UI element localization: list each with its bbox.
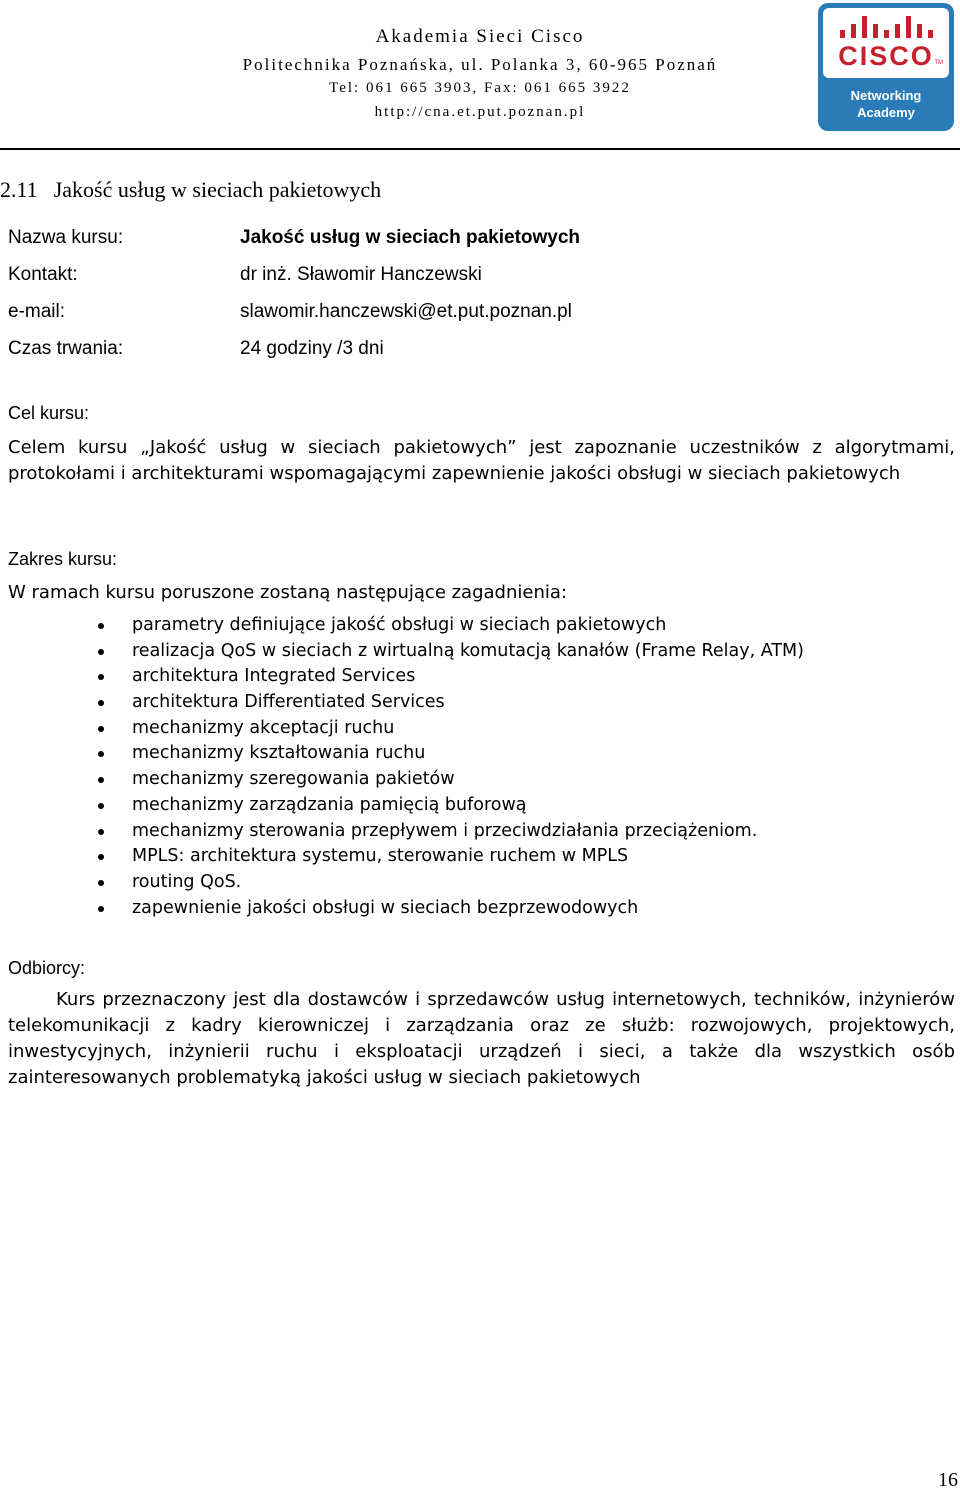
goal-heading: Cel kursu: — [8, 403, 90, 423]
list-item: zapewnienie jakości obsługi w sieciach bezprzewodowych — [98, 896, 804, 922]
list-item: architektura Differentiated Services — [98, 690, 804, 716]
list-item: mechanizmy akceptacji ruchu — [98, 716, 804, 742]
scope-intro: W ramach kursu poruszone zostaną następujące zagadnienia: — [8, 582, 567, 603]
logo-trademark: TM — [934, 60, 943, 66]
logo-cisco-panel — [823, 8, 949, 78]
header-academy-name: Akademia Sieci Cisco — [375, 26, 585, 47]
header-phone-fax: Tel: 061 665 3903, Fax: 061 665 3922 — [329, 80, 631, 96]
duration-value: 24 godziny /3 dni — [240, 338, 384, 359]
header-divider — [0, 148, 960, 150]
list-item: realizacja QoS w sieciach z wirtualną komutacją kanałów (Frame Relay, ATM) — [98, 639, 804, 665]
list-item: mechanizmy zarządzania pamięcią buforową — [98, 793, 804, 819]
course-name-value: Jakość usług w sieciach pakietowych — [240, 227, 581, 248]
email-label: e-mail: — [8, 301, 66, 322]
email-value: slawomir.hanczewski@et.put.poznan.pl — [240, 301, 572, 322]
logo-academy-text — [818, 87, 954, 121]
section-title-text: Jakość usług w sieciach pakietowych — [53, 177, 382, 202]
cisco-networking-academy-logo — [818, 3, 954, 131]
contact-value: dr inż. Sławomir Hanczewski — [240, 264, 482, 285]
list-item: mechanizmy szeregowania pakietów — [98, 767, 804, 793]
header-address: Politechnika Poznańska, ul. Polanka 3, 60-965 Poznań — [242, 55, 718, 74]
header-website: http://cna.et.put.poznan.pl — [374, 104, 586, 120]
list-item: mechanizmy kształtowania ruchu — [98, 741, 804, 767]
list-item: MPLS: architektura systemu, sterowanie ruchem w MPLS — [98, 844, 804, 870]
audience-heading: Odbiorcy: — [8, 958, 86, 978]
audience-text: Kurs przeznaczony jest dla dostawców i sprzedawców usług internetowych, techników, inżynierów telekomunikacji z kadry kierowniczej i zarządzania oraz ze służb: rozwojowych, projektowych, inwestycyjnych, inżynierii ruchu i eksploatacji urządzeń i sieci, a także dla wszystkich osób zainteresowanych problematyką jakości usług w sieciach pakietowych — [8, 989, 955, 1088]
section-number: 2.11 — [0, 177, 38, 202]
duration-label: Czas trwania: — [8, 338, 124, 359]
list-item: mechanizmy sterowania przepływem i przeciwdziałania przeciążeniom. — [98, 819, 804, 845]
scope-heading: Zakres kursu: — [8, 549, 118, 569]
list-item: routing QoS. — [98, 870, 804, 896]
logo-line-academy: Academy — [857, 105, 915, 120]
list-item: architektura Integrated Services — [98, 664, 804, 690]
list-item: parametry definiujące jakość obsługi w sieciach pakietowych — [98, 613, 804, 639]
contact-label: Kontakt: — [8, 264, 78, 285]
logo-wordmark: CISCO — [838, 41, 934, 71]
cisco-bars-icon — [840, 16, 934, 38]
page-number: 16 — [938, 1469, 958, 1491]
section-title — [0, 177, 381, 203]
goal-text: Celem kursu „Jakość usług w sieciach pakietowych” jest zapoznanie uczestników z algorytmami, protokołami i architekturami wspomagającymi zapewnienie jakości obsługi w sieciach pakietowych — [8, 437, 955, 484]
course-name-label: Nazwa kursu: — [8, 227, 124, 248]
scope-list — [98, 613, 804, 921]
logo-line-networking: Networking — [850, 88, 922, 103]
